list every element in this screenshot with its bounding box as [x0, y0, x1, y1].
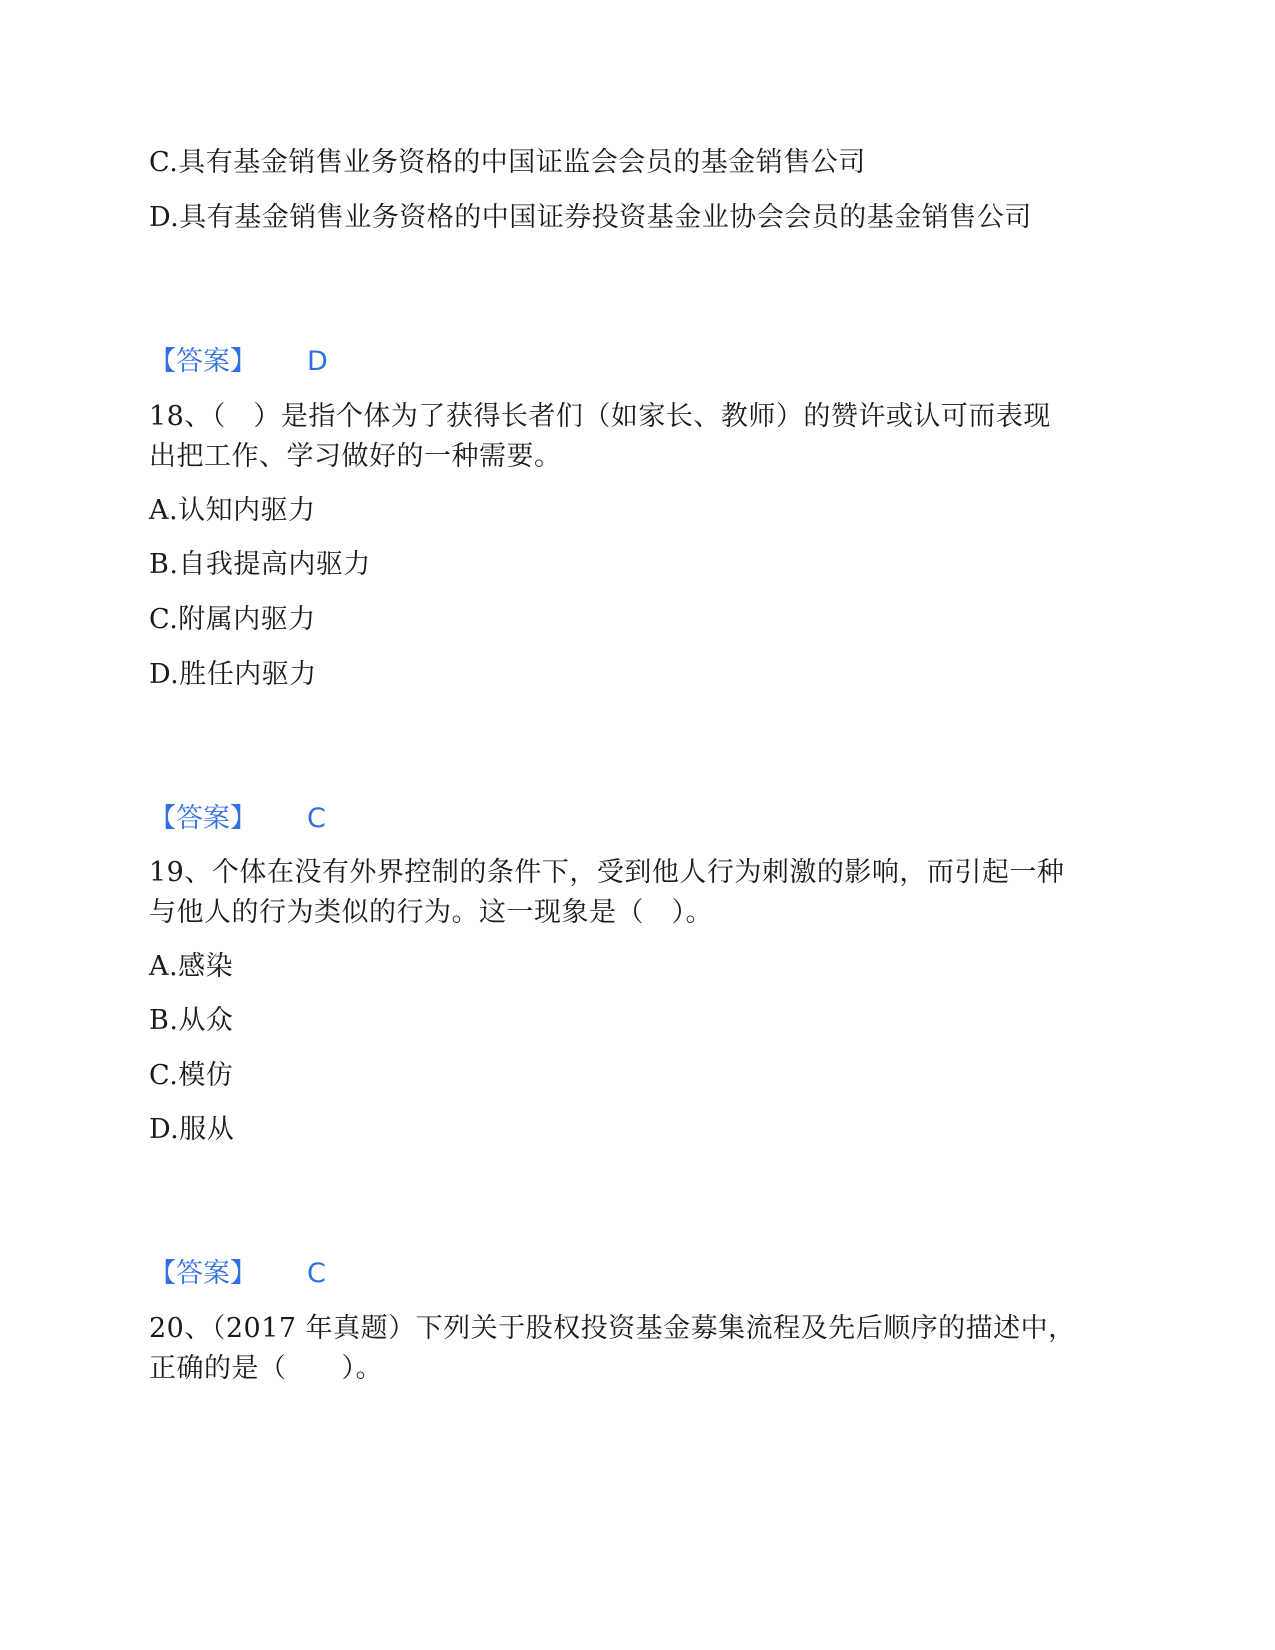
- q19-answer: [149, 1257, 326, 1291]
- q18-option-d: D.胜任内驱力: [149, 659, 317, 690]
- answer-label: 【答案】: [149, 346, 257, 377]
- q20-stem-line2: 正确的是（ ）。: [149, 1353, 383, 1384]
- q20-stem-line1: 20、（2017 年真题）下列关于股权投资基金募集流程及先后顺序的描述中，: [149, 1313, 1076, 1344]
- q19-option-a: A.感染: [149, 951, 234, 982]
- q17-option-d: D.具有基金销售业务资格的中国证券投资基金业协会会员的基金销售公司: [149, 202, 1032, 233]
- q19-stem-line1: 19、个体在没有外界控制的条件下，受到他人行为刺激的影响，而引起一种: [149, 857, 1065, 888]
- q18-stem-line1: 18、（ ）是指个体为了获得长者们（如家长、教师）的赞许或认可而表现: [149, 401, 1051, 432]
- answer-value: C: [307, 803, 326, 834]
- answer-value: C: [307, 1258, 326, 1289]
- q17-answer: [149, 345, 328, 379]
- q19-option-b: B.从众: [149, 1005, 234, 1036]
- q18-option-b: B.自我提高内驱力: [149, 549, 371, 580]
- answer-value: D: [307, 346, 328, 377]
- q19-option-c: C.模仿: [149, 1060, 234, 1091]
- q19-option-d: D.服从: [149, 1114, 235, 1145]
- q19-stem-line2: 与他人的行为类似的行为。这一现象是（ ）。: [149, 897, 713, 928]
- q18-answer: [149, 802, 326, 836]
- answer-label: 【答案】: [149, 1258, 257, 1289]
- q18-stem-line2: 出把工作、学习做好的一种需要。: [149, 441, 562, 472]
- answer-label: 【答案】: [149, 803, 257, 834]
- q18-option-c: C.附属内驱力: [149, 604, 316, 635]
- q17-option-c: C.具有基金销售业务资格的中国证监会会员的基金销售公司: [149, 147, 866, 178]
- q18-option-a: A.认知内驱力: [149, 495, 316, 526]
